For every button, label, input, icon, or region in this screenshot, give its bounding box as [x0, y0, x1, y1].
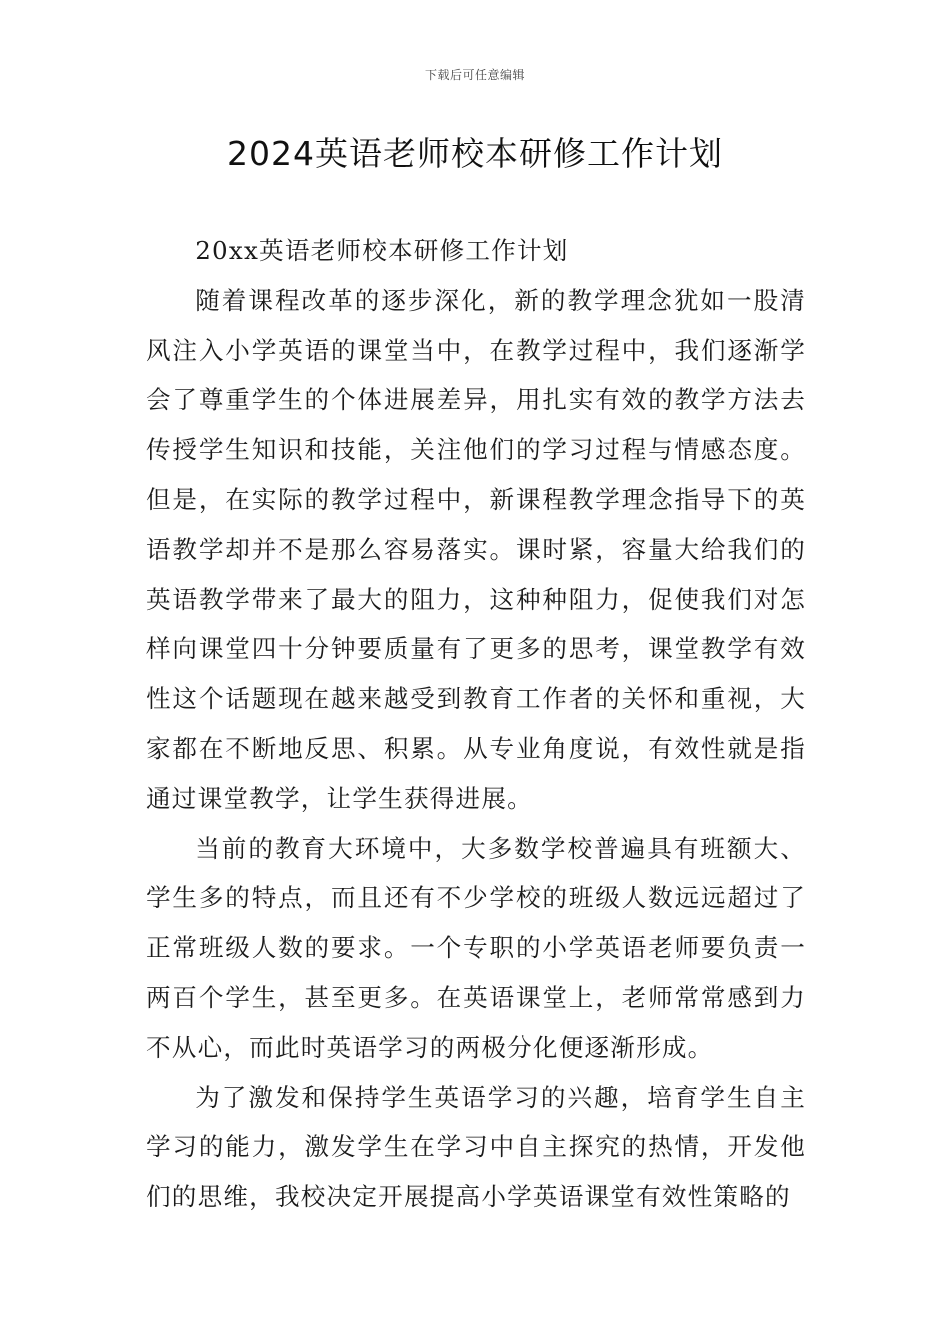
body-paragraph: 随着课程改革的逐步深化，新的教学理念犹如一股清风注入小学英语的课堂当中，在教学过程中，我们逐渐学会了尊重学生的个体进展差异，用扎实有效的教学方法去传授学生知识和技能，关注他们的学习过程与情感态度。但是，在实际的教学过程中，新课程教学理念指导下的英语教学却并不是那么容易落实。课时紧，容量大给我们的英语教学带来了最大的阻力，这种种阻力，促使我们对怎样向课堂四十分钟要质量有了更多的思考，课堂教学有效性这个话题现在越来越受到教育工作者的关怀和重视，大家都在不断地反思、积累。从专业角度说，有效性就是指通过课堂教学，让学生获得进展。 [146, 285, 806, 813]
body-paragraph: 当前的教育大环境中，大多数学校普遍具有班额大、学生多的特点，而且还有不少学校的班级人数远远超过了正常班级人数的要求。一个专职的小学英语老师要负责一两百个学生，甚至更多。在英语课堂上，老师常常感到力不从心，而此时英语学习的两极分化便逐渐形成。 [146, 833, 806, 1062]
header-note: 下载后可任意编辑 [424, 68, 525, 82]
subtitle-paragraph: 20xx英语老师校本研修工作计划 [195, 236, 569, 265]
document-body [146, 226, 806, 1222]
document-title: 2024英语老师校本研修工作计划 [227, 134, 723, 173]
body-paragraph: 为了激发和保持学生英语学习的兴趣，培育学生自主学习的能力，激发学生在学习中自主探究的热情，开发他们的思维，我校决定开展提高小学英语课堂有效性策略的 [146, 1082, 806, 1212]
